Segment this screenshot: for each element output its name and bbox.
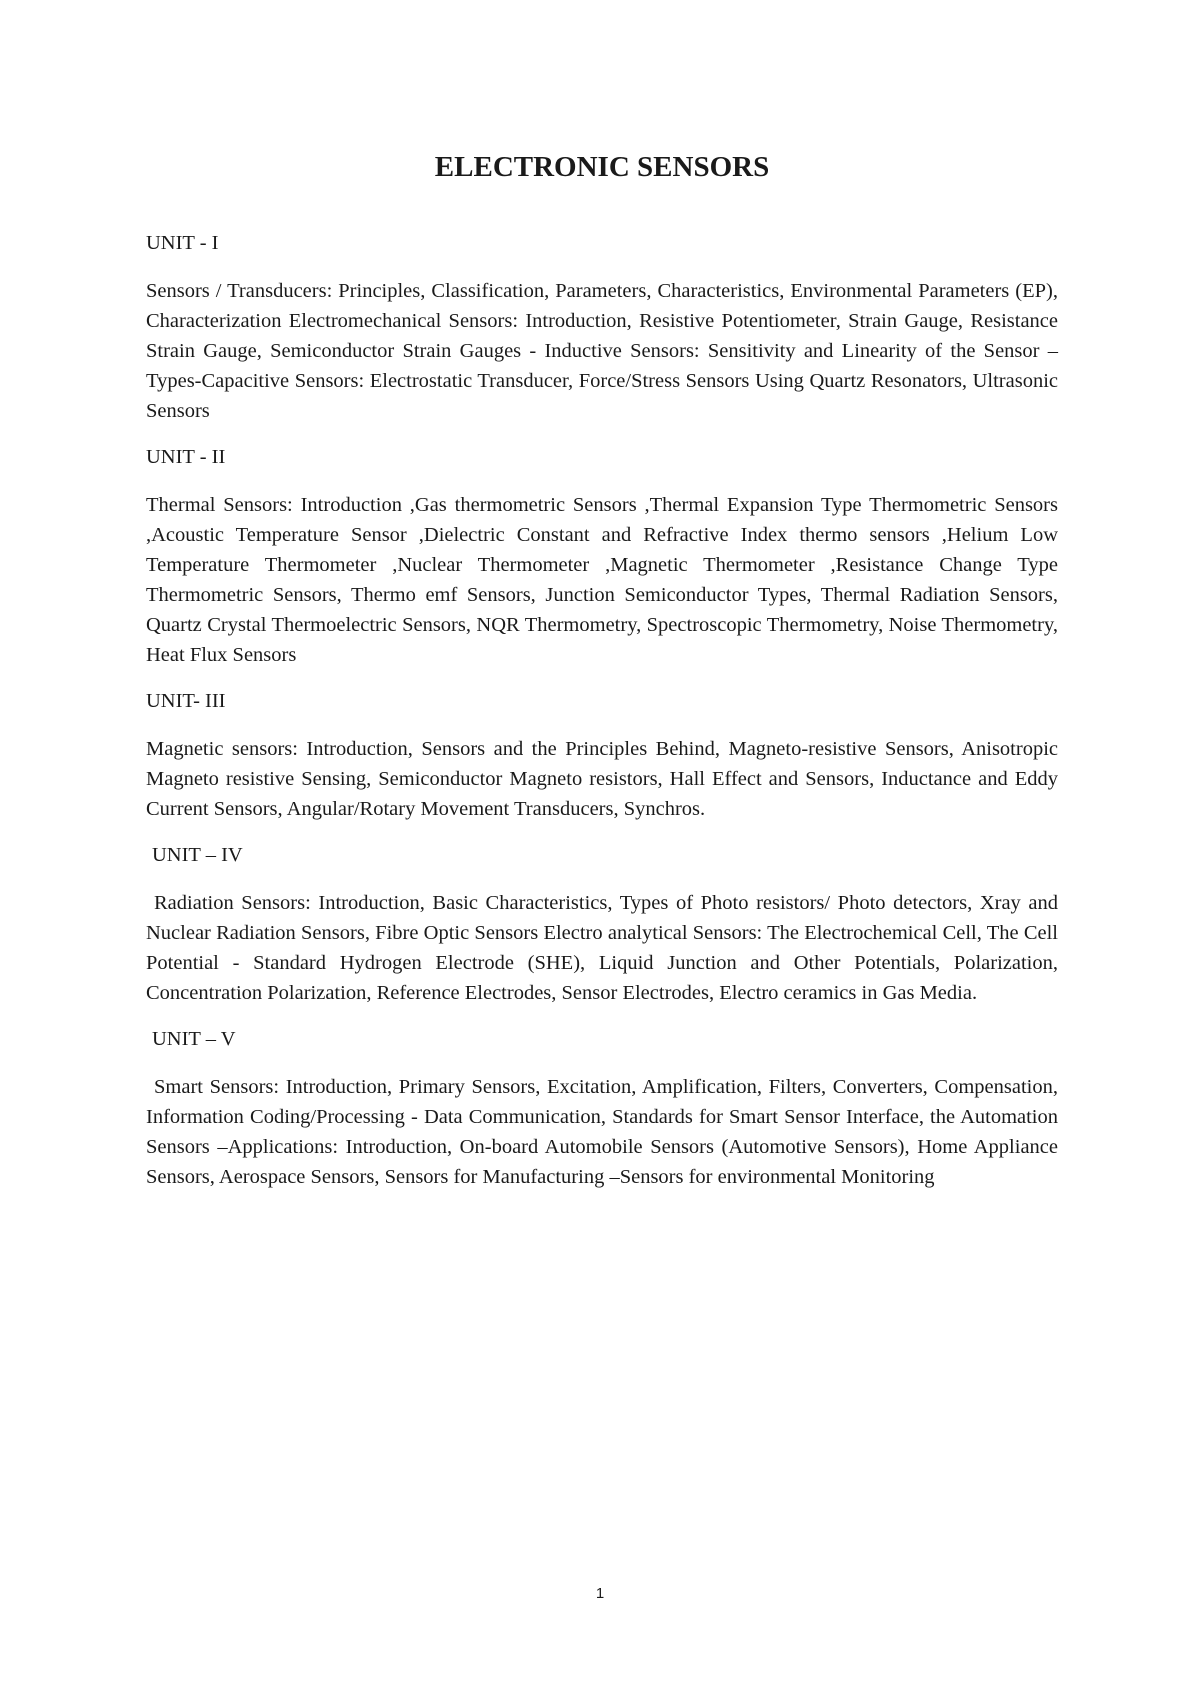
unit-body: Radiation Sensors: Introduction, Basic Characteristics, Types of Photo resistors/ Photo detectors, Xray and Nuclear Radiation Sensors, Fibre Optic Sensors Electro analytical Sensors: The Electrochemical Cell, The Cell Potential - Standard Hydrogen Electrode (SHE), Liquid Junction and Other Potentials, Polarization, Concentration Polarization, Reference Electrodes, Sensor Electrodes, Electro ceramics in Gas Media. bbox=[146, 892, 1058, 1004]
page-content bbox=[146, 146, 1058, 1208]
unit-section-1 bbox=[146, 228, 1058, 426]
unit-heading: UNIT- III bbox=[146, 690, 226, 712]
unit-body: Sensors / Transducers: Principles, Classification, Parameters, Characteristics, Environmental Parameters (EP), Characterization Electromechanical Sensors: Introduction, Resistive Potentiometer, Strain Gauge, Resistance Strain Gauge, Semiconductor Strain Gauges - Inductive Sensors: Sensitivity and Linearity of the Sensor – Types-Capacitive Sensors: Electrostatic Transducer, Force/Stress Sensors Using Quartz Resonators, Ultrasonic Sensors bbox=[146, 280, 1058, 422]
document-title: ELECTRONIC SENSORS bbox=[434, 151, 770, 183]
unit-section-2 bbox=[146, 442, 1058, 670]
unit-heading: UNIT - I bbox=[146, 232, 219, 254]
unit-body: Magnetic sensors: Introduction, Sensors and the Principles Behind, Magneto-resistive Sensors, Anisotropic Magneto resistive Sensing, Semiconductor Magneto resistors, Hall Effect and Sensors, Inductance and Eddy Current Sensors, Angular/Rotary Movement Transducers, Synchros. bbox=[146, 738, 1058, 820]
unit-heading: UNIT - II bbox=[146, 446, 226, 468]
unit-section-3 bbox=[146, 686, 1058, 824]
unit-body: Smart Sensors: Introduction, Primary Sensors, Excitation, Amplification, Filters, Converters, Compensation, Information Coding/Processing - Data Communication, Standards for Smart Sensor Interface, the Automation Sensors –Applications: Introduction, On-board Automobile Sensors (Automotive Sensors), Home Appliance Sensors, Aerospace Sensors, Sensors for Manufacturing –Sensors for environmental Monitoring bbox=[146, 1076, 1058, 1188]
unit-body: Thermal Sensors: Introduction ,Gas thermometric Sensors ,Thermal Expansion Type Thermometric Sensors ,Acoustic Temperature Sensor ,Dielectric Constant and Refractive Index thermo sensors ,Helium Low Temperature Thermometer ,Nuclear Thermometer ,Magnetic Thermometer ,Resistance Change Type Thermometric Sensors, Thermo emf Sensors, Junction Semiconductor Types, Thermal Radiation Sensors, Quartz Crystal Thermoelectric Sensors, NQR Thermometry, Spectroscopic Thermometry, Noise Thermometry, Heat Flux Sensors bbox=[146, 494, 1058, 666]
unit-section-5 bbox=[146, 1024, 1058, 1192]
unit-section-4 bbox=[146, 840, 1058, 1008]
unit-heading: UNIT – V bbox=[152, 1028, 236, 1050]
page-number: 1 bbox=[595, 1585, 605, 1602]
unit-heading: UNIT – IV bbox=[152, 844, 243, 866]
